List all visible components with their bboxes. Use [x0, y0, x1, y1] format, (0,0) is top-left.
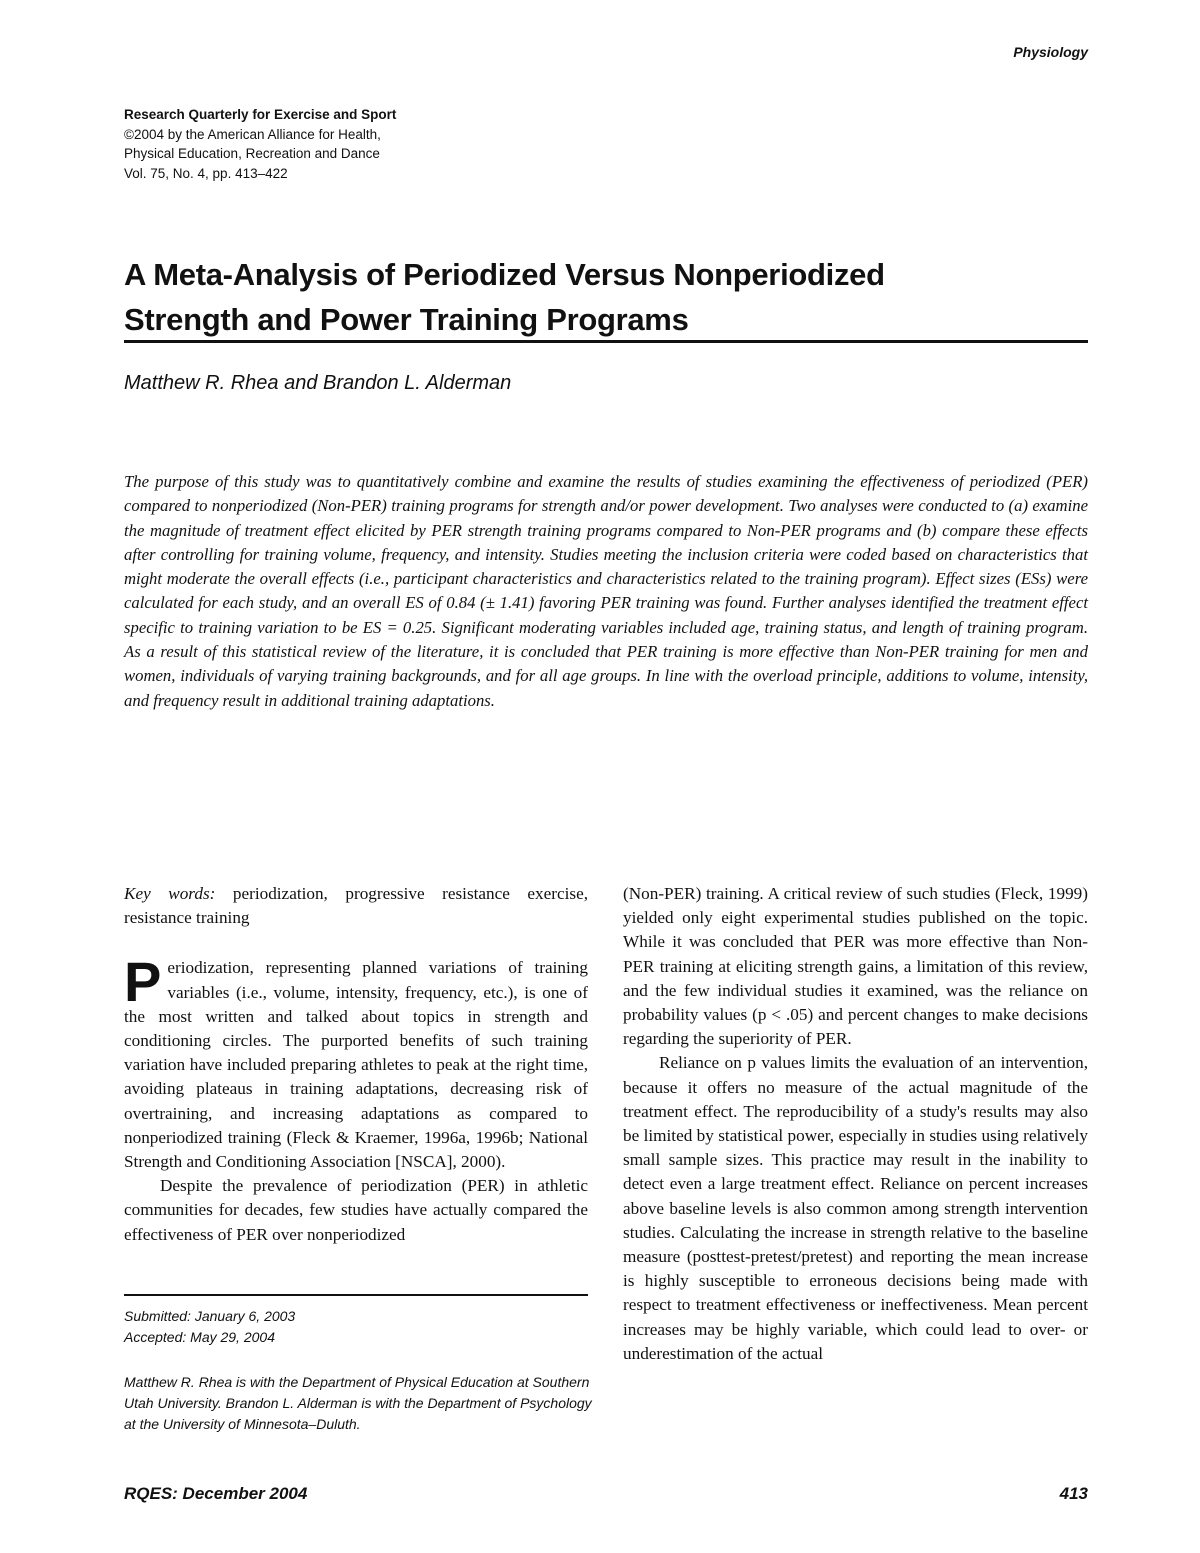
- intro-paragraph-text: eriodization, representing planned variations of training variables (i.e., volume, intensity, frequency, etc.), is one of the most written and talked about topics in strength and conditioning circles. The purported benefits of such training variation have included preparing athletes to peak at the right time, avoiding plateaus in training adaptations, decreasing risk of overtraining, and increasing adaptations as compared to nonperiodized training (Fleck & Kraemer, 1996a, 1996b; National Strength and Conditioning Association [NSCA], 2000).: [124, 958, 588, 1172]
- volume-info: Vol. 75, No. 4, pp. 413–422: [124, 165, 288, 181]
- page-number: 413: [1059, 1484, 1088, 1503]
- section-label: Physiology: [1013, 44, 1088, 60]
- keywords: [124, 882, 588, 930]
- authors: Matthew R. Rhea and Brandon L. Alderman: [124, 372, 512, 394]
- submission-dates: [124, 1306, 295, 1348]
- title-line-2: Strength and Power Training Programs: [124, 302, 689, 337]
- title-line-1: A Meta-Analysis of Periodized Versus Nonperiodized: [124, 257, 885, 292]
- accepted-date: Accepted: May 29, 2004: [124, 1329, 275, 1345]
- body-paragraph-4: Reliance on p values limits the evaluation of an intervention, because it offers no measure of the actual magnitude of the treatment effect. The reproducibility of a study's results may also be limited by statistical power, especially in studies using relatively small sample sizes. This practice may result in the inability to detect even a large treatment effect. Reliance on percent increases above baseline levels is also common among strength intervention studies. Calculating the increase in strength relative to the baseline measure (posttest-pretest/pretest) and reporting the mean increase is highly susceptible to erroneous decisions being made with respect to treatment effectiveness or ineffectiveness. Mean percent increases may be highly variable, which could lead to over- or underestimation of the actual: [623, 1053, 1088, 1363]
- drop-cap: P: [124, 950, 162, 1014]
- journal-name: Research Quarterly for Exercise and Sport: [124, 107, 397, 122]
- keywords-label: Key words:: [124, 884, 216, 903]
- author-affiliation: Matthew R. Rhea is with the Department of Physical Education at Southern Utah University. Brandon L. Alderman is with the Department of Psychology at the University of Minnesota–Duluth.: [124, 1374, 592, 1432]
- footer-journal-date: RQES: December 2004: [124, 1484, 308, 1503]
- title-rule: [124, 340, 1088, 343]
- copyright-line-2: Physical Education, Recreation and Dance: [124, 146, 380, 161]
- journal-info: [124, 105, 396, 183]
- abstract: The purpose of this study was to quantitatively combine and examine the results of studies examining the effectiveness of periodized (PER) compared to nonperiodized (Non-PER) training programs for strength and/or power development. Two analyses were conducted to (a) examine the magnitude of treatment effect elicited by PER strength training programs compared to Non-PER programs and (b) compare these effects after controlling for training volume, frequency, and intensity. Studies meeting the inclusion criteria were coded based on characteristics that might moderate the overall effects (i.e., participant characteristics and characteristics related to the training program). Effect sizes (ESs) were calculated for each study, and an overall ES of 0.84 (± 1.41) favoring PER training was found. Further analyses identified the treatment effect specific to training variation to be ES = 0.25. Significant moderating variables included age, training status, and length of training program. As a result of this statistical review of the literature, it is concluded that PER training is more effective than Non-PER training for men and women, individuals of varying training backgrounds, and for all age groups. In line with the overload principle, additions to volume, intensity, and frequency result in additional training adaptations.: [124, 472, 1088, 710]
- submitted-date: Submitted: January 6, 2003: [124, 1308, 296, 1324]
- left-column: [124, 882, 588, 1247]
- right-column: [623, 882, 1088, 1366]
- article-title: [124, 252, 1084, 342]
- intro-paragraph: [124, 950, 588, 1174]
- body-paragraph-2: Despite the prevalence of periodization (PER) in athletic communities for decades, few studies have actually compared the effectiveness of PER over nonperiodized: [124, 1176, 588, 1244]
- copyright-line-1: ©2004 by the American Alliance for Health,: [124, 126, 381, 142]
- body-paragraph-3: (Non-PER) training. A critical review of such studies (Fleck, 1999) yielded only eight experimental studies published on the topic. While it was concluded that PER was more effective than Non-PER training at eliciting strength gains, a limitation of this review, and the few individual studies it examined, was the reliance on probability values (p < .05) and percent changes to make decisions regarding the superiority of PER.: [623, 884, 1088, 1049]
- keywords-text: periodization, progressive resistance exercise, resistance training: [124, 884, 588, 928]
- footnote-rule: [124, 1294, 588, 1296]
